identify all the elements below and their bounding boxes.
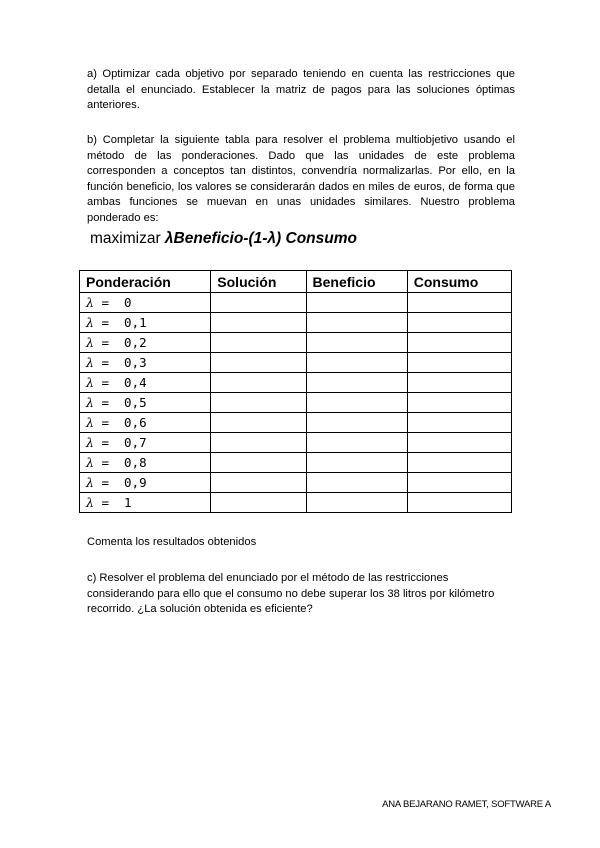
objective-expression: λBeneficio-(1-λ) Consumo — [164, 230, 357, 247]
solucion-cell[interactable] — [211, 433, 306, 453]
lambda-value: = 0,2 — [93, 335, 147, 350]
ponderacion-cell — [80, 473, 211, 493]
lambda-value: = 0,3 — [93, 355, 147, 370]
comment-line: Comenta los resultados obtenidos — [87, 536, 257, 548]
table-row — [80, 313, 512, 333]
beneficio-cell[interactable] — [306, 453, 407, 473]
beneficio-cell[interactable] — [306, 493, 407, 513]
ponderacion-cell — [80, 353, 211, 373]
solucion-cell[interactable] — [211, 353, 306, 373]
ponderacion-cell — [80, 493, 211, 513]
ponderacion-cell — [80, 453, 211, 473]
ponderacion-cell — [80, 333, 211, 353]
table-row — [80, 453, 512, 473]
lambda-symbol: λ — [86, 455, 94, 470]
footer-author: ANA BEJARANO RAMET, SOFTWARE A — [382, 799, 551, 810]
solucion-cell[interactable] — [211, 453, 306, 473]
solucion-cell[interactable] — [211, 473, 306, 493]
ponderacion-cell — [80, 373, 211, 393]
lambda-value: = 0,9 — [93, 475, 147, 490]
ponderacion-cell — [80, 313, 211, 333]
lambda-value: = 0,7 — [93, 435, 147, 450]
solucion-cell[interactable] — [211, 393, 306, 413]
table-row — [80, 413, 512, 433]
consumo-cell[interactable] — [407, 473, 511, 493]
lambda-symbol: λ — [86, 435, 94, 450]
solucion-cell[interactable] — [211, 493, 306, 513]
header-solucion: Solución — [211, 271, 306, 293]
solucion-cell[interactable] — [211, 413, 306, 433]
lambda-symbol: λ — [86, 395, 94, 410]
table-row — [80, 393, 512, 413]
weights-table — [79, 270, 512, 513]
lambda-value: = 0,4 — [93, 375, 147, 390]
consumo-cell[interactable] — [407, 333, 511, 353]
lambda-symbol: λ — [86, 315, 94, 330]
lambda-value: = 0 — [93, 295, 132, 310]
consumo-cell[interactable] — [407, 493, 511, 513]
objective-prefix: maximizar — [90, 230, 165, 247]
beneficio-cell[interactable] — [306, 333, 407, 353]
lambda-symbol: λ — [86, 415, 94, 430]
ponderacion-cell — [80, 393, 211, 413]
header-ponderacion: Ponderación — [80, 271, 211, 293]
consumo-cell[interactable] — [407, 293, 511, 313]
lambda-value: = 0,1 — [93, 315, 147, 330]
solucion-cell[interactable] — [211, 293, 306, 313]
beneficio-cell[interactable] — [306, 473, 407, 493]
table-row — [80, 473, 512, 493]
consumo-cell[interactable] — [407, 453, 511, 473]
beneficio-cell[interactable] — [306, 373, 407, 393]
table-row — [80, 293, 512, 313]
table-row — [80, 333, 512, 353]
beneficio-cell[interactable] — [306, 433, 407, 453]
paragraph-c: c) Resolver el problema del enunciado por el método de las restricciones considerando para ello que el consumo no debe superar los 38 litros por kilómetro recorrido. ¿La solución obtenida es eficiente? — [87, 572, 495, 615]
lambda-symbol: λ — [86, 475, 94, 490]
paragraph-b: b) Completar la siguiente tabla para resolver el problema multiobjetivo usando el método de las ponderaciones. Dado que las unidades de este problema corresponden a conceptos tan distintos, convendría normalizarlas. Por ello, en la función beneficio, los valores se considerarán dados en miles de euros, de forma que ambas funciones se muevan en unas unidades similares. Nuestro problema ponderado es: — [87, 134, 515, 224]
consumo-cell[interactable] — [407, 373, 511, 393]
lambda-value: = 0,8 — [93, 455, 147, 470]
lambda-value: = 0,5 — [93, 395, 147, 410]
table-row — [80, 353, 512, 373]
table-header-row — [80, 271, 512, 293]
consumo-cell[interactable] — [407, 413, 511, 433]
consumo-cell[interactable] — [407, 433, 511, 453]
consumo-cell[interactable] — [407, 353, 511, 373]
ponderacion-cell — [80, 413, 211, 433]
header-consumo: Consumo — [407, 271, 511, 293]
table-row — [80, 373, 512, 393]
table-row — [80, 493, 512, 513]
solucion-cell[interactable] — [211, 313, 306, 333]
lambda-value: = 0,6 — [93, 415, 147, 430]
solucion-cell[interactable] — [211, 333, 306, 353]
beneficio-cell[interactable] — [306, 293, 407, 313]
solucion-cell[interactable] — [211, 373, 306, 393]
beneficio-cell[interactable] — [306, 313, 407, 333]
beneficio-cell[interactable] — [306, 393, 407, 413]
header-beneficio: Beneficio — [306, 271, 407, 293]
lambda-symbol: λ — [86, 355, 94, 370]
beneficio-cell[interactable] — [306, 413, 407, 433]
ponderacion-cell — [80, 433, 211, 453]
lambda-symbol: λ — [86, 375, 94, 390]
lambda-symbol: λ — [86, 495, 94, 510]
consumo-cell[interactable] — [407, 313, 511, 333]
objective-function — [90, 230, 357, 248]
beneficio-cell[interactable] — [306, 353, 407, 373]
consumo-cell[interactable] — [407, 393, 511, 413]
lambda-symbol: λ — [86, 295, 94, 310]
table-row — [80, 433, 512, 453]
ponderacion-cell — [80, 293, 211, 313]
paragraph-a: a) Optimizar cada objetivo por separado teniendo en cuenta las restricciones que detalla el enunciado. Establecer la matriz de pagos para las soluciones óptimas anteriores. — [87, 68, 515, 111]
lambda-value: = 1 — [93, 495, 132, 510]
lambda-symbol: λ — [86, 335, 94, 350]
